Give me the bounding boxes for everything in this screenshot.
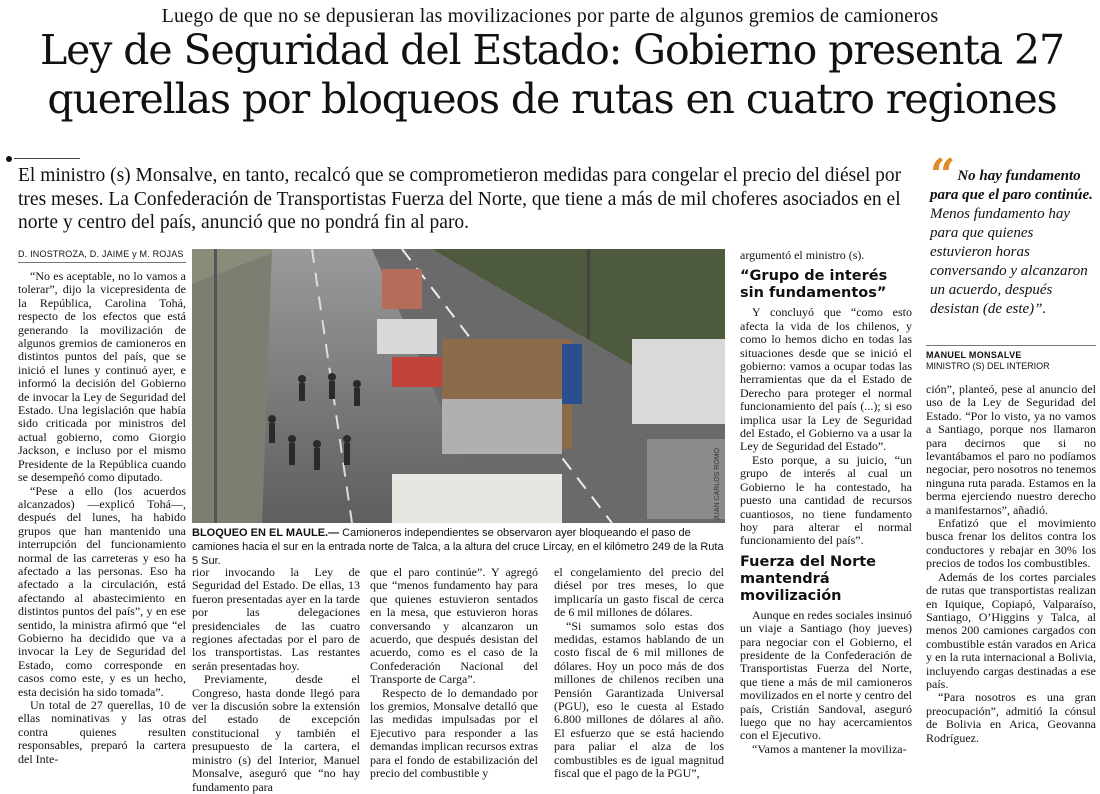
news-photo <box>192 249 725 523</box>
highway-blockade-image <box>192 249 725 523</box>
column-2 <box>192 566 360 794</box>
paragraph: el congelamiento del precio del diésel por tres meses, lo que implicaría un gasto fiscal de cerca de 6 mil millones de dólares. <box>554 565 724 620</box>
paragraph: Previamente, desde el Congreso, hasta donde llegó para ver la discusión sobre la extensión del estado de excepción constitucional y también el presupuesto de la cartera, el ministro (s) del Interior, Manuel Monsalve, aseguró que “no hay fundamento para <box>192 672 360 794</box>
paragraph: “Vamos a mantener la moviliza- <box>752 741 907 756</box>
paragraph: “Pese a ello (los acuerdos alcanzados) —explicó Tohá—, después del lunes, ha habido grupos que han mantenido una interrupción del funcionamiento normal de las carreteras y eso ha afectado a las personas. Eso ha afectado a la circulación, está afectando al abastecimiento en distintos puntos del país”, y en ese sentido, la ministra afirmó que “el Gobierno ha decidido que va a invocar la Ley de Seguridad del Estado, como corresponde en casos como este, y es un hecho, esta decisión ha sido tomada”. <box>18 483 186 699</box>
paragraph: “Si sumamos solo estas dos medidas, estamos hablando de un costo fiscal de 6 mil millones de dólares. Hoy un poco más de dos millones de chilenos reciben una Pensión Garantizada Universal (PGU), eso le cuesta al Estado 6.800 millones de dólares al año. El esfuerzo que se está haciendo para paliar el alza de los combustibles es de igual magnitud fiscal que el pago de la PGU”, <box>554 618 724 781</box>
paragraph: “Para nosotros es una gran preocupación”, admitió la cónsul de Bolivia en Arica, Geovanna Rodríguez. <box>926 690 1096 745</box>
byline: D. INOSTROZA, D. JAIME y M. ROJAS <box>18 249 186 263</box>
paragraph: Además de los cortes parciales de rutas que transportistas realizan en Iquique, Copiapó, Valparaíso, Santiago, O’Higgins y Talca, al menos 200 camiones cargados con combustible están varados en Arica y en la ruta internacional a Bolivia, incluyendo cargas destinadas a ese país. <box>926 569 1096 691</box>
divider-dot <box>6 156 12 162</box>
paragraph: que el paro continúe”. Y agregó que “menos fundamento hay para que quienes estuvieron sentados en la mesa, que estuvieron horas conversando y alcanzaron un acuerdo, que después desistan del acuerdo, como es el caso de la Confederación Nacional del Transporte de Carga”. <box>370 565 538 687</box>
headline: Ley de Seguridad del Estado: Gobierno presenta 27 querellas por bloqueos de rutas en cuatro regiones <box>39 26 1065 123</box>
quote-attribution <box>926 345 1096 372</box>
photo-caption <box>192 526 725 568</box>
pull-quote <box>930 150 1096 319</box>
quote-author-name: MANUEL MONSALVE <box>926 350 1022 360</box>
paragraph: Enfatizó que el movimiento busca frenar los delitos contra los conductores y rebajar en 30% los precios de todos los combustibles. <box>926 516 1096 571</box>
column-4 <box>554 566 724 781</box>
paragraph: Y concluyó que “como esto afecta la vida de los chilenos, y como lo hemos dicho en todas las situaciones desde que se inició el gobierno: vamos a ocupar todas las herramientas que da el Estado de Derecho para proteger el normal funcionamiento del país (...); si eso implica usar la Ley de Seguridad del Estado, el Gobierno va a usar la Ley de Seguridad del Estado”. <box>740 305 912 454</box>
paragraph: “No es aceptable, no lo vamos a tolerar”, dijo la vicepresidenta de la República, Carolina Tohá, respecto de los efectos que está generando la movilización de algunos gremios de camioneros en distintos puntos del país, que se inició el lunes y continuó ayer, e informó la decisión del Gobierno de invocar la Ley de Seguridad del Estado. Una legislación que había sido criticada por ministros del actual gobierno, como Giorgio Jackson, e incluso por el mismo Presidente de la República cuando se desempeñó como diputado. <box>18 269 186 485</box>
photo-credit: JUAN CARLOS ROMO <box>714 448 721 521</box>
paragraph: rior invocando la Ley de Seguridad del Estado. De ellas, 13 fueron presentadas ayer en la tarde por las delegaciones presidenciales de las cuatro regiones afectadas por el paro de los transportistas. Las restantes serán presentadas hoy. <box>192 565 360 673</box>
lead-paragraph: El ministro (s) Monsalve, en tanto, recalcó que se comprometieron medidas para congelar el precio del diésel por tres meses. La Confederación de Transportistas Fuerza del Norte, que tiene a más de mil choferes asociados en el norte y centro del país, anunció que no pondrá fin al paro. <box>18 165 902 233</box>
column-6 <box>926 383 1096 745</box>
subheading: “Grupo de interés sin fundamentos” <box>740 268 888 302</box>
paragraph: Aunque en redes sociales insinuó un viaje a Santiago (hoy jueves) para negociar con el Gobierno, el presidente de la Confederación de Transportistas Fuerza del Norte, que tiene a más de mil camioneros movilizados en el norte y centro del país, Cristián Sandoval, aseguró luego que no hay acercamientos con el Ejecutivo. <box>740 607 912 743</box>
caption-label: BLOQUEO EN EL MAULE.— <box>192 527 340 539</box>
paragraph: Esto porque, a su juicio, “un grupo de interés al cual un Gobierno le ha contestado, ha puesto una cantidad de recursos cuantiosos, no tiene fundamento hoy para alterar el normal funcionamiento del país”. <box>740 452 912 548</box>
quote-author-role: MINISTRO (S) DEL INTERIOR <box>926 361 1050 371</box>
paragraph: Un total de 27 querellas, 10 de ellas nominativas y las otras contra quienes resulten responsables, preparó la cartera del Inte- <box>18 698 186 766</box>
paragraph: ción”, planteó, pese al anuncio del uso de la Ley de Seguridad del Estado. “Por lo visto, ya no vamos a Santiago, porque nos llamaron para decirnos que si no levantábamos el paro no podíamos negociar, pero nosotros no tenemos ninguna ruta parada. Estamos en la berma ejerciendo nuestro derecho a manifestarnos”, añadió. <box>926 382 1096 517</box>
paragraph: Respecto de lo demandado por los gremios, Monsalve detalló que las medidas impulsadas por el Ejecutivo para responder a las demandas implican recursos extras para el fondo de estabilización del precio del combustible y <box>370 685 538 781</box>
column-5 <box>740 249 912 756</box>
quote-text: Menos fundamento hay para que quienes estuvieron horas conversando y alcanzaron un acuerdo, después desistan (de este)”. <box>930 206 1088 317</box>
subheading: Fuerza del Norte mantendrá movilización <box>740 553 877 604</box>
paragraph: argumentó el ministro (s). <box>740 248 865 262</box>
column-1 <box>18 270 186 766</box>
quote-mark-icon: “ <box>930 150 956 201</box>
divider-line <box>14 158 80 159</box>
column-3 <box>370 566 538 781</box>
caption-text: Camioneros independientes se observaron ayer bloqueando el paso de camiones hacia el sur en la entrada norte de Talca, a la altura del cruce Lircay, en el kilómetro 249 de la Ruta 5 Sur. <box>192 527 724 567</box>
quote-bold: No hay fundamento para que el paro continúe. <box>930 168 1093 203</box>
kicker: Luego de que no se depusieran las movilizaciones por parte de algunos gremios de camioneros <box>161 5 939 27</box>
